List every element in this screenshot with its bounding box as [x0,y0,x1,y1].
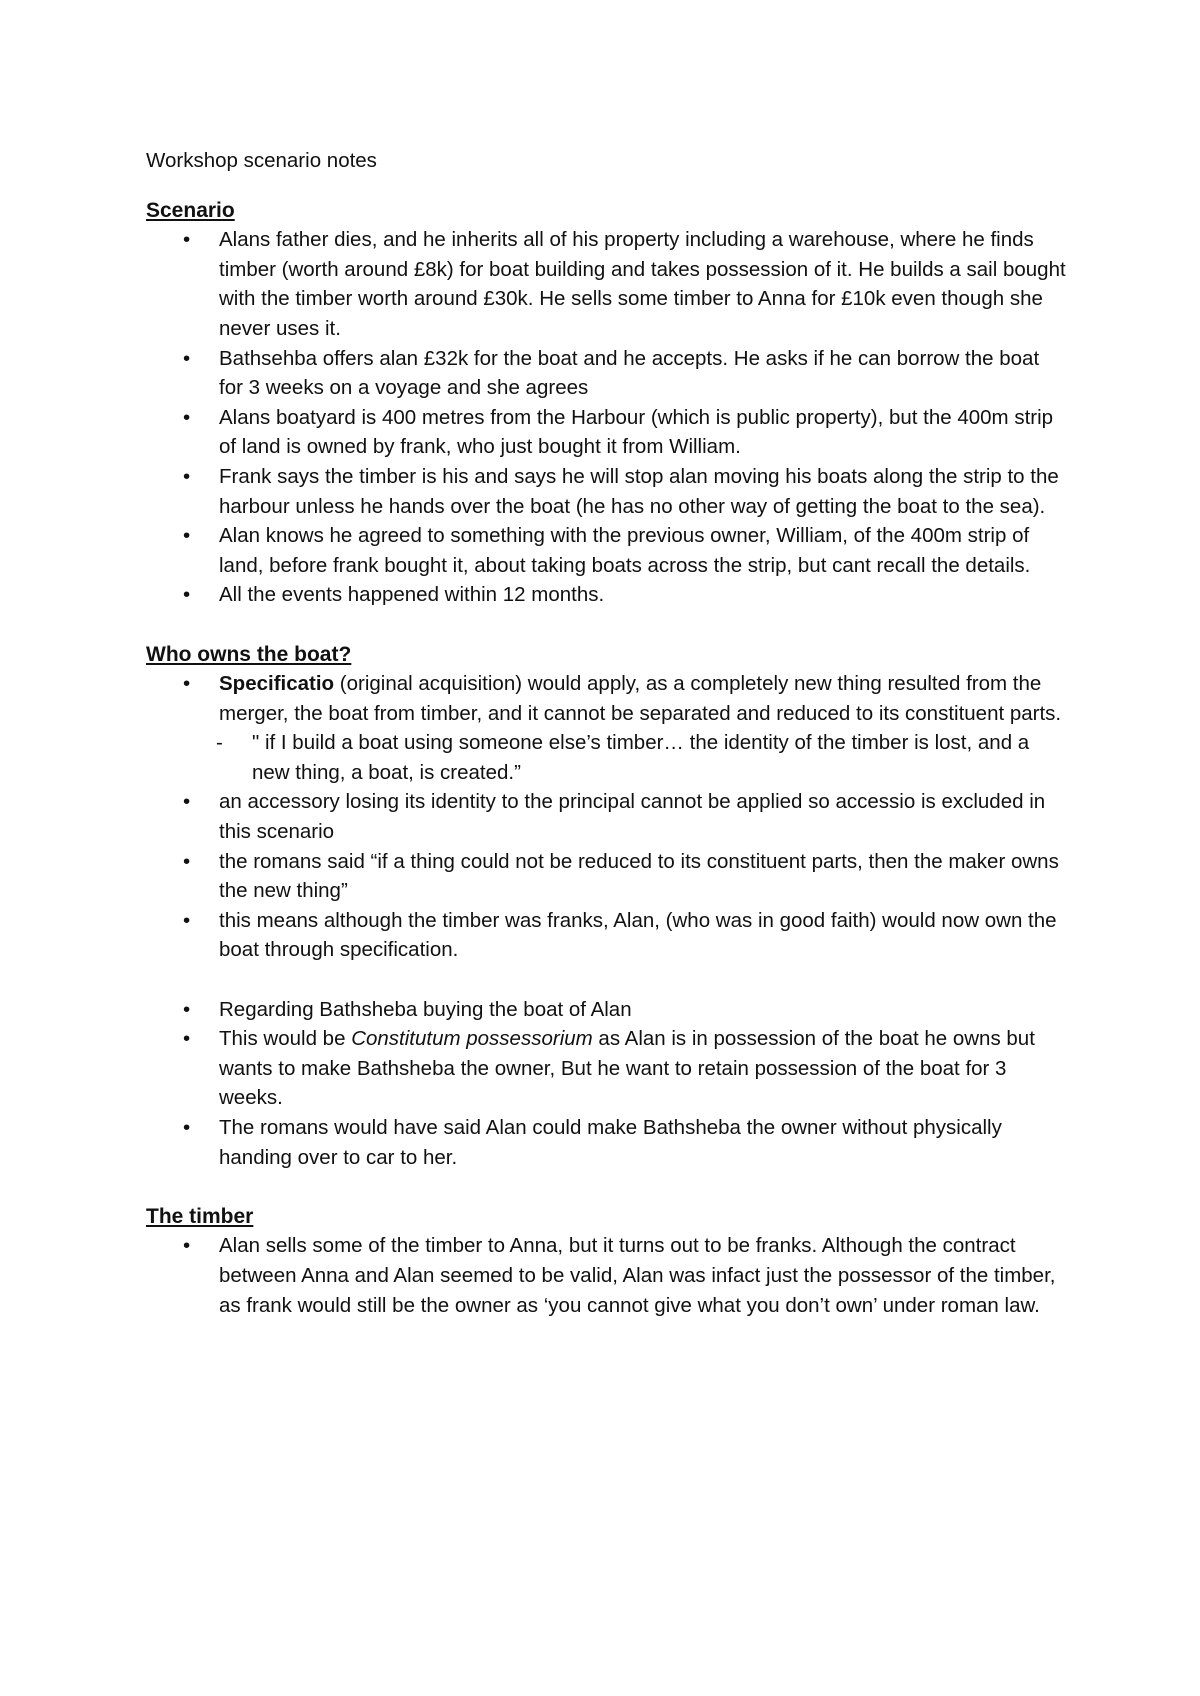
list-item: • Bathsehba offers alan £32k for the boat and he accepts. He asks if he can borrow the boat for 3 weeks on a voyage and she agrees [146,344,1066,403]
scenario-heading: Scenario [146,198,235,222]
list-item: • All the events happened within 12 months. [146,580,1066,610]
specificatio-text: (original acquisition) would apply, as a completely new thing resulted from the merger, the boat from timber, and it cannot be separated and reduced to its constituent parts. [219,672,1062,725]
section-spacer [146,610,1066,640]
document-title: Workshop scenario notes [146,149,377,172]
paragraph-spacer [146,965,1066,995]
list-item: • Alan sells some of the timber to Anna, but it turns out to be franks. Although the contract between Anna and Alan seemed to be valid, Alan was infact just the possessor of the timber, as frank would still be the owner as ‘you cannot give what you don’t own’ under roman law. [146,1231,1066,1320]
section-spacer [146,1172,1066,1202]
list-item-specificatio [146,669,1066,787]
list-item: • the romans said “if a thing could not be reduced to its constituent parts, then the maker owns the new thing” [146,847,1066,906]
constitutum-text: as Alan is in possession of the boat he owns but wants to make Bathsheba the owner, But he want to retain possession of the boat for 3 weeks. [219,1027,1035,1110]
list-item: • Alans father dies, and he inherits all of his property including a warehouse, where he finds timber (worth around £8k) for boat building and takes possession of it. He builds a sail bought with the timber worth around £30k. He sells some timber to Anna for £10k even though she never uses it. [146,225,1066,343]
who-owns-heading: Who owns the boat? [146,642,352,666]
constitutum-term: Constitutum possessorium [351,1027,593,1051]
who-owns-list [146,669,1066,965]
list-item: • Alans boatyard is 400 metres from the Harbour (which is public property), but the 400m strip of land is owned by frank, who just bought it from William. [146,403,1066,462]
timber-list [146,1231,1066,1320]
list-item: • Frank says the timber is his and says he will stop alan moving his boats along the strip to the harbour unless he hands over the boat (he has no other way of getting the boat to the sea). [146,462,1066,521]
quote-sublist [146,728,1066,787]
list-item: • Alan knows he agreed to something with the previous owner, William, of the 400m strip of land, before frank bought it, about taking boats across the strip, but cant recall the details. [146,521,1066,580]
constitutum-lead: This would be [219,1027,352,1051]
quote-item: - " if I build a boat using someone else’s timber… the identity of the timber is lost, and a new thing, a boat, is created.” [146,728,1066,787]
timber-heading: The timber [146,1204,254,1228]
document-page [146,146,1066,1320]
list-item: • The romans would have said Alan could make Bathsheba the owner without physically handing over to car to her. [146,1113,1066,1172]
list-item: • Regarding Bathsheba buying the boat of Alan [146,995,1066,1025]
list-item: • an accessory losing its identity to the principal cannot be applied so accessio is excluded in this scenario [146,787,1066,846]
specificatio-term: Specificatio [219,672,335,696]
list-item: • this means although the timber was franks, Alan, (who was in good faith) would now own the boat through specification. [146,906,1066,965]
scenario-list [146,225,1066,610]
list-item-constitutum [146,1024,1066,1113]
bathsheba-list [146,995,1066,1173]
